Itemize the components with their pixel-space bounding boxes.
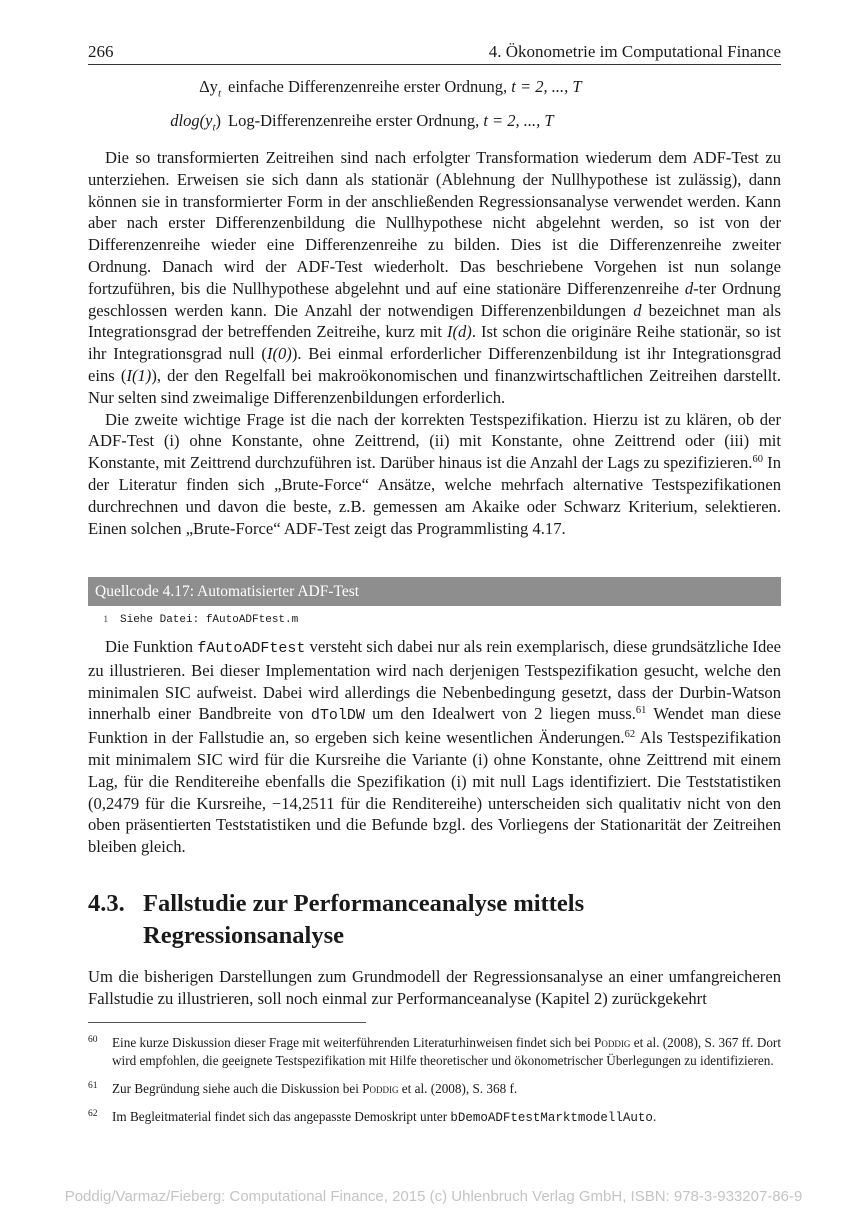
footnote-60: 60 Eine kurze Diskussion dieser Frage mit weiterführenden Literaturhinweisen findet sich bei Poddig et al. (2008), S. 367 ff. Dort wird empfohlen, die geeignete Testspezifikation mit Hilfe theoretischer und ökonometrischer Überlegungen zu identifizieren.: [88, 1034, 781, 1070]
paragraph: Die Funktion fAutoADFtest versteht sich dabei nur als rein exemplarisch, diese grundsätzliche Idee zu illustrieren. Bei dieser Implementation wird nach derjenigen Testspezifikation gesucht, welche den minimalen SIC aufweist. Dabei wird allerdings die Nebenbedingung gesetzt, dass der Durbin-Watson innerhalb einer Bandbreite von dTolDW um den Idealwert von 2 liegen muss.$^{61}$ Wendet man diese Funktion in der Fallstudie an, so ergeben sich keine wesentlichen Änderungen.$^{62}$ Als Testspezifikation mit minimalem SIC wird für die Kursreihe die Variante (i) ohne Konstante, ohne Zeittrend mit einem Lag, für die Renditereihe ebenfalls die Spezifikation (i) mit null Lags identifiziert. Die Teststatistiken (0,2479 für die Kursreihe, −14,2511 für die Renditereihe) unterscheiden sich qualitativ nicht von den oben präsentierten Teststatistiken und die Befunde bzgl. des Vorliegens der Stationarität der Zeitreihen bleiben gleich.: [88, 637, 782, 857]
footnotes: [88, 1034, 781, 1137]
footnote-ref-61[interactable]: 61: [635, 705, 647, 717]
section-number: 4.3.: [88, 890, 125, 917]
body-block-1: [88, 147, 781, 539]
definition-row: [88, 110, 781, 144]
listing-code-line: [88, 611, 298, 628]
footnote-divider: [88, 1022, 366, 1023]
paragraph: Die so transformierten Zeitreihen sind nach erfolgter Transformation wiederum dem ADF-Test zu unterziehen. Erweisen sie sich dann als stationär (Ablehnung der Nullhypothese ist zulässig), dann können sie in transformierter Form in der anschließenden Regressionsanalyse verwendet werden. Kann aber nach erster Differenzenbildung die Nullhypothese nicht abgelehnt werden, so ist von der Differenzenreihe wieder eine Differenzenreihe zu bilden. Dies ist die Differenzenreihe zweiter Ordnung. Danach wird der ADF-Test wiederholt. Das beschriebene Vorgehen ist nun solange fortzuführen, bis die Nullhypothese abgelehnt und auf eine stationäre Differenzenreihe d-ter Ordnung geschlossen werden kann. Die Anzahl der notwendigen Differenzenbildungen d bezeichnet man als Integrationsgrad der betreffenden Zeitreihe, kurz mit I(d). Ist schon die originäre Reihe stationär, so ist ihr Integrationsgrad null (I(0)). Bei einmal erforderlicher Differenzenbildung ist ihr Integrationsgrad eins (I(1)), der den Regelfall bei makroökonomischen und finanzwirtschaftlichen Zeitreihen darstellt. Nur selten sind zweimalige Differenzenbildungen erforderlich.: [88, 148, 782, 407]
paragraph: Die zweite wichtige Frage ist die nach der korrekten Testspezifikation. Hierzu ist zu klären, ob der ADF-Test (i) ohne Konstante, ohne Zeittrend, (ii) mit Konstante, ohne Zeittrend oder (iii) mit Konstante, mit Zeittrend durchzuführen ist. Darüber hinaus ist die Anzahl der Lags zu spezifizieren.$^{60}$ In der Literatur finden sich „Brute-Force“ Ansätze, welche mehrfach alternative Testspezifikationen durchrechnen und davon die beste, z.B. gemessen am Akaike oder Schwarz Kriterium, selektieren. Einen solchen „Brute-Force“ ADF-Test zeigt das Programmlisting 4.17.: [88, 409, 781, 538]
inline-code: fAutoADFtest: [197, 640, 306, 657]
footnote-61: 61 Zur Begründung siehe auch die Diskussion bei Poddig et al. (2008), S. 368 f.: [88, 1080, 781, 1098]
author-name: Poddig: [594, 1035, 631, 1050]
definition-list: [88, 76, 781, 144]
listing-caption: Quellcode 4.17: Automatisierter ADF-Test: [88, 577, 781, 606]
line-number: 1: [103, 614, 108, 624]
definition-term: $dlog(y_t)$: [170, 111, 221, 134]
definition-description: Log-Differenzenreihe erster Ordnung, t = 2, ..., T: [228, 111, 554, 130]
footnote-62: 62 Im Begleitmaterial findet sich das angepasste Demoskript unter bDemoADFtestMarktmodellAuto.: [88, 1108, 781, 1127]
section-title: Fallstudie zur Performanceanalyse mittels Regressionsanalyse: [143, 890, 585, 949]
definition-description: einfache Differenzenreihe erster Ordnung, t = 2, ..., T: [228, 77, 582, 96]
footnote-number: 61: [88, 1081, 98, 1091]
inline-code: dTolDW: [310, 707, 365, 725]
chapter-title: 4. Ökonometrie im Computational Finance: [488, 42, 781, 61]
definition-term: $\Delta y_t$: [199, 77, 221, 100]
body-block-3: [88, 966, 781, 1010]
copyright-watermark: Poddig/Varmaz/Fieberg: Computational Finance, 2015 (c) Uhlenbruch Verlag GmbH, ISBN: 978-3-933207-86-9: [64, 1188, 803, 1205]
paragraph: Um die bisherigen Darstellungen zum Grundmodell der Regressionsanalyse an einer umfangreicheren Fallstudie zu illustrieren, soll noch einmal zur Performanceanalyse (Kapitel 2) zurückgekehrt: [88, 967, 781, 1008]
footnote-ref-60[interactable]: 60: [752, 454, 763, 466]
page-number: 266: [88, 42, 114, 61]
body-block-2: [88, 636, 781, 858]
footnote-ref-62[interactable]: 62: [624, 729, 636, 741]
author-name: Poddig: [362, 1081, 399, 1096]
code-text: Siehe Datei: fAutoADFtest.m: [120, 614, 299, 626]
inline-code: bDemoADFtestMarktmodellAuto: [450, 1111, 653, 1125]
footnote-number: 60: [88, 1035, 98, 1045]
definition-row: [88, 76, 781, 110]
footnote-number: 62: [88, 1109, 98, 1119]
running-header: [88, 42, 781, 65]
